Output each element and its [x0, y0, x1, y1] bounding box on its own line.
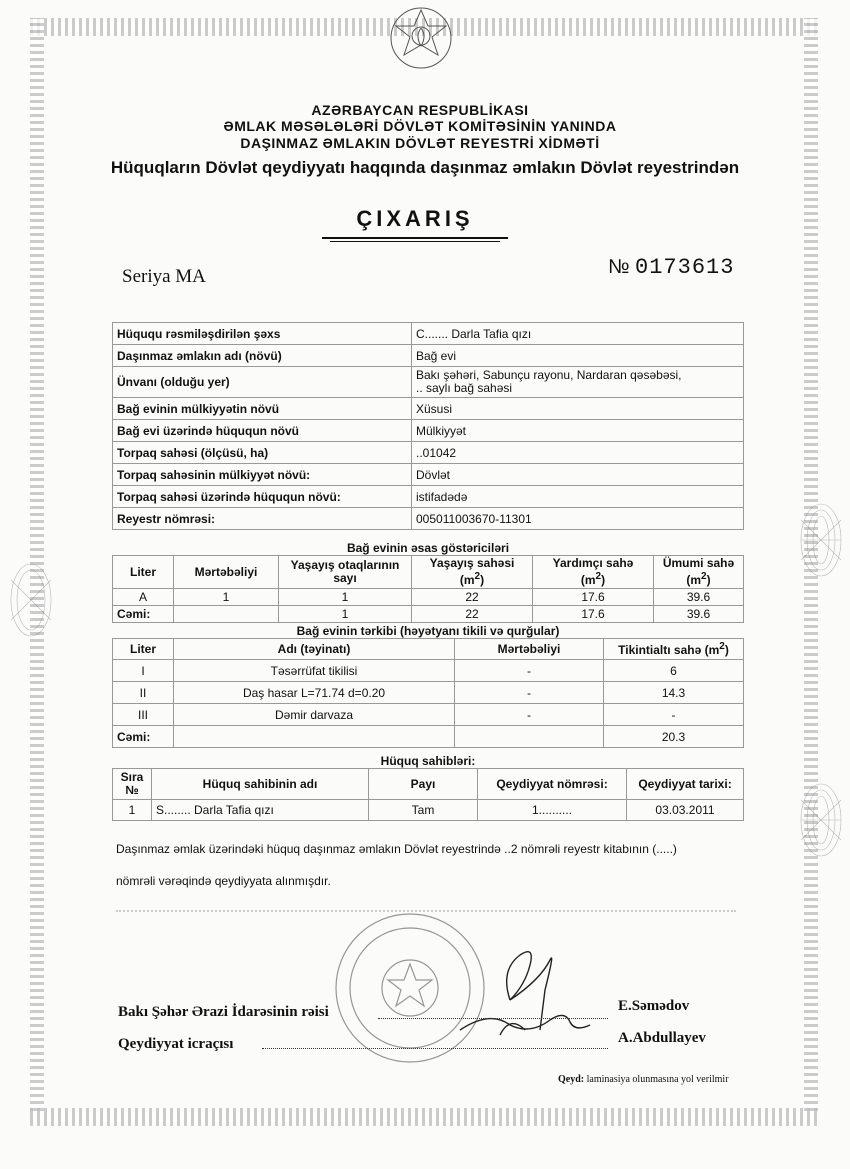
unit-sup: 2: [701, 571, 707, 582]
signatory-name-registrar: A.Abdullayev: [618, 1030, 706, 1046]
property-info-table: [112, 322, 744, 530]
table-row: [113, 367, 744, 398]
table-header-row: [113, 639, 744, 660]
cell-index: 1: [113, 800, 152, 821]
cell-reg-number: 1..........: [478, 800, 627, 821]
unit-close: ): [480, 573, 485, 587]
owners-table: [112, 768, 744, 821]
cell-total-label: Cəmi:: [113, 726, 174, 748]
column-header: Qeydiyyat tarixi:: [627, 769, 744, 800]
state-emblem-icon: [384, 4, 458, 74]
unit-close: ): [724, 643, 729, 657]
table-row: [113, 508, 744, 530]
cell-total-area: 39.6: [654, 589, 744, 606]
guilloche-ornament-right-2: [798, 780, 844, 860]
unit-sup: 2: [474, 571, 481, 582]
info-label: Ünvanı (olduğu yer): [113, 367, 412, 398]
signature-icon: [440, 940, 600, 1040]
title-underline-thin: [330, 241, 500, 242]
table-row: [113, 704, 744, 726]
info-value: C....... Darla Tafia qızı: [412, 323, 744, 345]
column-header: Liter: [113, 639, 174, 660]
registration-statement-cont: nömrəli vərəqində qeydiyyata alınmışdır.: [116, 874, 331, 888]
cell-area: 6: [604, 660, 744, 682]
table-row-total: [113, 726, 744, 748]
column-header: Hüquq sahibinin adı: [152, 769, 369, 800]
main-indicators-table: [112, 555, 744, 623]
note-text: laminasiya olunmasına yol verilmir: [584, 1074, 729, 1085]
registration-statement: Daşınmaz əmlak üzərindəki hüquq daşınmaz əmlakın Dövlət reyestrində ..2 nömrəli reyestr kitabının (.....): [116, 842, 677, 856]
header-text: Tikintialtı sahə (m: [618, 643, 720, 657]
column-header: Sıra №: [113, 769, 152, 800]
table-row: [113, 398, 744, 420]
document-number: [608, 255, 734, 280]
table-header-row: [113, 556, 744, 589]
info-label: Torpaq sahəsi (ölçüsü, ha): [113, 442, 412, 464]
header-text: Yaşayış sahəsi: [429, 556, 515, 570]
owners-caption: Hüquq sahibləri:: [380, 754, 476, 768]
info-label: Torpaq sahəsi üzərində hüququn növü:: [113, 486, 412, 508]
number-value: 0173613: [635, 255, 735, 280]
header-republic: AZƏRBAYCAN RESPUBLİKASI: [311, 102, 529, 118]
cell-name: Dəmir darvaza: [174, 704, 455, 726]
info-label: Torpaq sahəsinin mülkiyyət növü:: [113, 464, 412, 486]
table-row: [113, 589, 744, 606]
column-header: [533, 556, 654, 589]
cell-name: Təsərrüfat tikilisi: [174, 660, 455, 682]
cell-floors: [174, 606, 279, 623]
signatory-title-registrar: Qeydiyyat icraçısı: [118, 1036, 234, 1052]
cell-area: -: [604, 704, 744, 726]
cell-reg-date: 03.03.2011: [627, 800, 744, 821]
column-header: Payı: [369, 769, 478, 800]
table-row: [113, 420, 744, 442]
column-header: [412, 556, 533, 589]
table-row-total: [113, 606, 744, 623]
header-subtitle: Hüquqların Dövlət qeydiyyatı haqqında daşınmaz əmlakın Dövlət reyestrindən: [110, 158, 740, 177]
info-label: Bağ evinin mülkiyyətin növü: [113, 398, 412, 420]
column-header: Adı (təyinatı): [174, 639, 455, 660]
cell-area: 20.3: [604, 726, 744, 748]
cell-total-label: Cəmi:: [113, 606, 174, 623]
column-header: Liter: [113, 556, 174, 589]
cell-floors: -: [455, 704, 604, 726]
composition-caption: Bağ evinin tərkibi (həyətyanı tikili və qurğular): [296, 624, 560, 638]
lamination-note: [558, 1074, 729, 1085]
cell-aux-area: 17.6: [533, 589, 654, 606]
guilloche-ornament-right-1: [798, 500, 844, 580]
table-row: [113, 345, 744, 367]
cell-liter: A: [113, 589, 174, 606]
series-label: Seriya MA: [122, 266, 206, 287]
info-label: Bağ evi üzərində hüququn növü: [113, 420, 412, 442]
info-value: Mülkiyyət: [412, 420, 744, 442]
address-line1: Bakı şəhəri, Sabunçu rayonu, Nardaran qəsəbəsi,: [416, 368, 682, 382]
address-line2: .. saylı bağ sahəsi: [416, 381, 513, 395]
unit-close: ): [706, 573, 711, 587]
info-label: Hüququ rəsmiləşdirilən şəxs: [113, 323, 412, 345]
table-row: [113, 660, 744, 682]
cell-name: Daş hasar L=71.74 d=0.20: [174, 682, 455, 704]
column-header: Mərtəbəliyi: [174, 556, 279, 589]
title-underline: [322, 237, 508, 239]
table-row: [113, 323, 744, 345]
cell-rooms: 1: [279, 606, 412, 623]
cell-area: 14.3: [604, 682, 744, 704]
info-value: Dövlət: [412, 464, 744, 486]
cell-living-area: 22: [412, 606, 533, 623]
cell-floors: 1: [174, 589, 279, 606]
table-header-row: [113, 769, 744, 800]
unit-text: (m: [686, 573, 702, 587]
unit-text: (m: [459, 573, 475, 587]
document-title: ÇIXARIŞ: [356, 206, 474, 231]
info-label: Daşınmaz əmlakın adı (növü): [113, 345, 412, 367]
composition-table: [112, 638, 744, 748]
column-header: Mərtəbəliyi: [455, 639, 604, 660]
table-row: [113, 486, 744, 508]
cell-owner-name: S........ Darla Tafia qızı: [152, 800, 369, 821]
header-committee: ƏMLAK MƏSƏLƏLƏRİ DÖVLƏT KOMİTƏSİNİN YANINDA: [223, 118, 617, 134]
cell-floors: -: [455, 660, 604, 682]
info-value: istifadədə: [412, 486, 744, 508]
header-text: Yardımçı sahə: [552, 556, 634, 570]
cell-liter: II: [113, 682, 174, 704]
cell-rooms: 1: [279, 589, 412, 606]
cell-aux-area: 17.6: [533, 606, 654, 623]
note-label: Qeyd:: [558, 1074, 585, 1085]
column-header: [654, 556, 744, 589]
column-header: [604, 639, 744, 660]
guilloche-ornament-left: [8, 560, 54, 640]
signatory-title-head: Bakı Şəhər Ərazi İdarəsinin rəisi: [118, 1004, 329, 1020]
info-value: ..01042: [412, 442, 744, 464]
number-sign: №: [608, 256, 630, 278]
decorative-border-bottom: [30, 1108, 818, 1126]
info-value: [412, 367, 744, 398]
cell-name: [174, 726, 455, 748]
table-row: [113, 682, 744, 704]
signatory-name-head: E.Səmədov: [618, 998, 690, 1014]
unit-text: (m: [580, 573, 596, 587]
cell-floors: -: [455, 682, 604, 704]
signature-line: [262, 1048, 608, 1049]
cell-floors: [455, 726, 604, 748]
header-service: DAŞINMAZ ƏMLAKIN DÖVLƏT REYESTRİ XİDMƏTİ: [240, 135, 600, 151]
cell-living-area: 22: [412, 589, 533, 606]
cell-share: Tam: [369, 800, 478, 821]
column-header: Qeydiyyat nömrəsi:: [478, 769, 627, 800]
cell-liter: I: [113, 660, 174, 682]
cell-liter: III: [113, 704, 174, 726]
header-text: Ümumi sahə: [662, 556, 735, 570]
unit-sup: 2: [719, 641, 725, 652]
info-value: 005011003670-11301: [412, 508, 744, 530]
unit-sup: 2: [595, 571, 602, 582]
table-row: [113, 464, 744, 486]
signature-line: [378, 1018, 608, 1019]
main-indicators-caption: Bağ evinin əsas göstəriciləri: [346, 541, 510, 555]
info-value: Xüsusi: [412, 398, 744, 420]
info-label: Reyestr nömrəsi:: [113, 508, 412, 530]
table-row: [113, 800, 744, 821]
column-header: Yaşayış otaqlarının sayı: [279, 556, 412, 589]
unit-close: ): [601, 573, 606, 587]
info-value: Bağ evi: [412, 345, 744, 367]
cell-total-area: 39.6: [654, 606, 744, 623]
table-row: [113, 442, 744, 464]
